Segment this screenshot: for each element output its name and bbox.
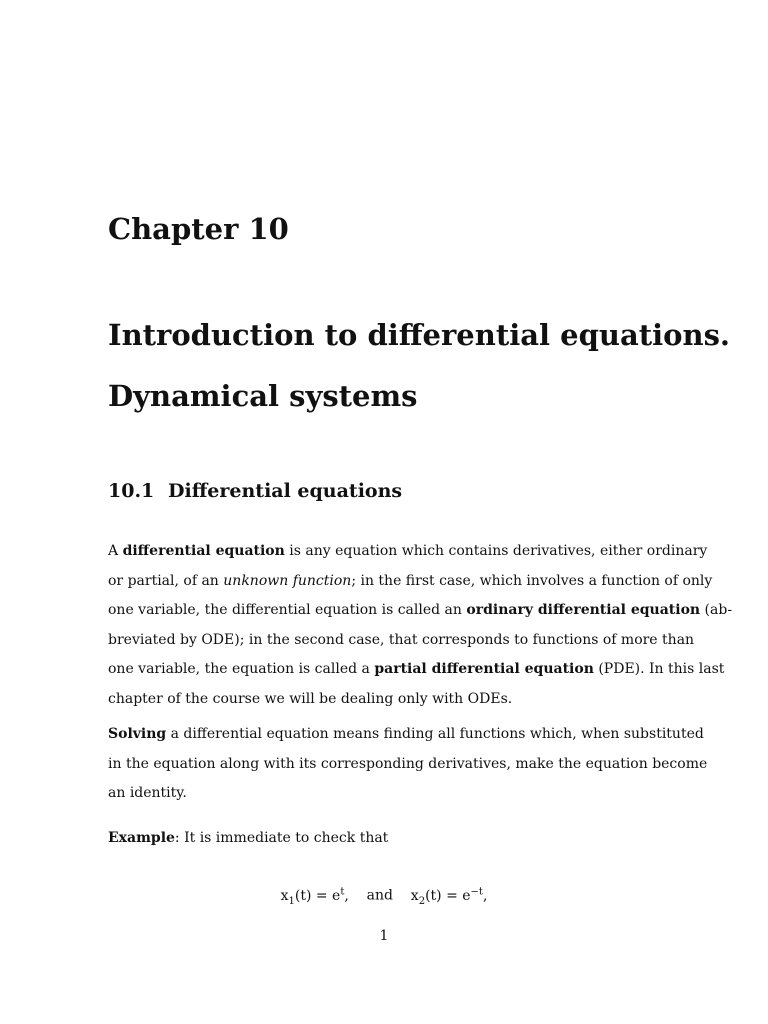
text-run: A: [108, 543, 123, 559]
paragraph-line: [108, 720, 704, 750]
paragraph-line: [108, 824, 670, 854]
text-run: one variable, the equation is called a: [108, 661, 375, 678]
term-solving: Solving: [108, 726, 167, 742]
paragraph-line: [108, 596, 733, 626]
text-run: (ab-: [700, 602, 733, 619]
paragraph-line: in the equation along with its corresponding derivatives, make the equation become: [108, 755, 708, 772]
text-run: ; in the first case, which involves a function of only: [351, 572, 713, 589]
paragraph-line: an identity.: [108, 785, 187, 802]
term-unknown-function: unknown function: [223, 572, 352, 589]
math-text: ,: [344, 887, 349, 904]
section-number: 10.1: [108, 480, 155, 502]
math-text: (t) = e: [294, 887, 341, 904]
equation-connector: and: [366, 887, 393, 904]
paragraph-example: [108, 824, 670, 854]
paragraph-line: [108, 655, 725, 685]
paragraph-definition: [108, 537, 733, 715]
text-run: (PDE). In this last: [593, 661, 725, 678]
paragraph-line: [108, 567, 713, 597]
paragraph-line: chapter of the course we will be dealing only with ODEs.: [108, 690, 513, 707]
example-label: Example: [108, 830, 175, 846]
text-run: or partial, of an: [108, 572, 224, 589]
math-symbol: x: [410, 887, 419, 904]
equation-x2: [410, 886, 488, 907]
math-text: (t) = e: [425, 887, 471, 904]
term-partial-differential-equation: partial differential equation: [374, 661, 594, 678]
math-symbol: x: [280, 887, 289, 904]
text-run: is any equation which contains derivatives, either ordinary: [284, 543, 708, 559]
math-subscript: 1: [288, 895, 295, 907]
term-differential-equation: differential equation: [122, 543, 285, 559]
math-text: ,: [482, 887, 488, 904]
math-superscript: t: [340, 886, 345, 897]
chapter-title-line-2: Dynamical systems: [108, 379, 418, 413]
section-heading: [108, 480, 402, 502]
text-run: a differential equation means finding all functions which, when substituted: [166, 726, 704, 742]
text-run: : It is immediate to check that: [174, 830, 389, 846]
section-title: Differential equations: [168, 480, 403, 502]
display-equation: [0, 886, 768, 906]
text-run: one variable, the differential equation is called an: [108, 602, 467, 619]
math-superscript: −t: [470, 886, 483, 897]
term-ordinary-differential-equation: ordinary differential equation: [466, 602, 701, 619]
math-subscript: 2: [418, 895, 426, 907]
chapter-title: [108, 305, 730, 427]
paragraph-line: [108, 537, 708, 567]
chapter-title-line-1: Introduction to differential equations.: [108, 318, 730, 352]
paragraph-solving: [108, 720, 708, 809]
equation-x1: [280, 886, 349, 907]
paragraph-line: breviated by ODE); in the second case, that corresponds to functions of more than: [108, 631, 695, 648]
page-number: 1: [379, 928, 389, 944]
chapter-label: Chapter 10: [108, 212, 289, 246]
